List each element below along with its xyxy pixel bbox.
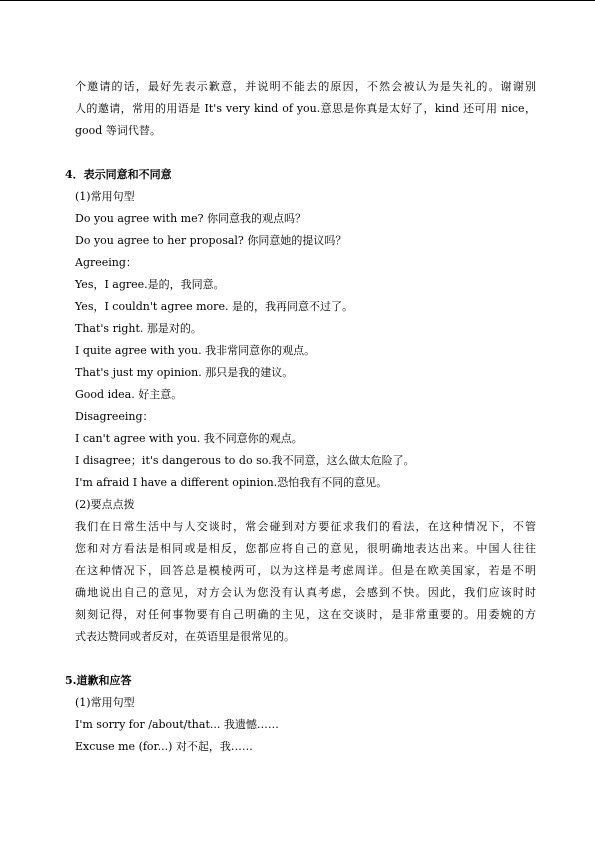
- section4-sentence-8: That's just my opinion. 那只是我的建议。: [75, 366, 294, 379]
- section4-disagreeing-label: Disagreeing：: [75, 410, 154, 423]
- section4-sentence-1: Do you agree with me? 你同意我的观点吗？: [75, 212, 306, 225]
- section5-sub1-label: (1)常用句型: [75, 696, 135, 709]
- section5-sentence-1: I'm sorry for /about/that... 我遗憾……: [75, 718, 279, 731]
- section4-agreeing-label: Agreeing：: [75, 256, 137, 269]
- intro-line-2: 人的邀请，常用的用语是 It's very kind of you.意思是你真是太好了，kind 还可用 nice，: [75, 102, 536, 115]
- section4-tips-line-5: 刻刻记得，对任何事物要有自己明确的主见，这在交谈时，是非常重要的。用委婉的方: [75, 608, 536, 621]
- section4-tips-line-2: 您和对方看法是相同或是相反，您都应将自己的意见，很明确地表达出来。中国人往往: [75, 542, 536, 555]
- intro-line-3: good 等词代替。: [75, 124, 161, 137]
- section4-sub2-label: (2)要点点拨: [75, 498, 135, 511]
- intro-line-1: 个邀请的话，最好先表示歉意，并说明不能去的原因，不然会被认为是失礼的。谢谢别: [75, 80, 536, 93]
- section4-sentence-13: I'm afraid I have a different opinion.恐怕我有不同的意见。: [75, 476, 388, 489]
- section4-sentence-4: Yes，I agree.是的，我同意。: [75, 278, 225, 291]
- section4-tips-line-6: 式表达赞同或者反对，在英语里是很常见的。: [75, 630, 295, 643]
- section4-heading: 4．表示同意和不同意: [65, 168, 172, 181]
- section4-sentence-6: That's right. 那是对的。: [75, 322, 202, 335]
- section5-sentence-2: Excuse me (for...) 对不起，我……: [75, 740, 253, 753]
- section4-sentence-12: I disagree；it's dangerous to do so.我不同意，这么做太危险了。: [75, 454, 415, 467]
- section4-tips-line-4: 确地说出自己的意见，对方会认为您没有认真考虑，会感到不快。因此，我们应该时时: [75, 586, 536, 599]
- section4-tips-line-3: 在这种情况下，回答总是模棱两可，以为这样是考虑周详。但是在欧美国家，若是不明: [75, 564, 536, 577]
- section4-sub1-label: (1)常用句型: [75, 190, 135, 203]
- section4-sentence-7: I quite agree with you. 我非常同意你的观点。: [75, 344, 316, 357]
- section4-tips-line-1: 我们在日常生活中与人交谈时，常会碰到对方要征求我们的看法，在这种情况下，不管: [75, 520, 536, 533]
- section4-sentence-5: Yes，I couldn't agree more. 是的，我再同意不过了。: [75, 300, 353, 313]
- section4-sentence-11: I can't agree with you. 我不同意你的观点。: [75, 432, 303, 445]
- section4-sentence-2: Do you agree to her proposal? 你同意她的提议吗？: [75, 234, 347, 247]
- section4-sentence-9: Good idea. 好主意。: [75, 388, 183, 401]
- section5-heading: 5.道歉和应答: [65, 674, 132, 687]
